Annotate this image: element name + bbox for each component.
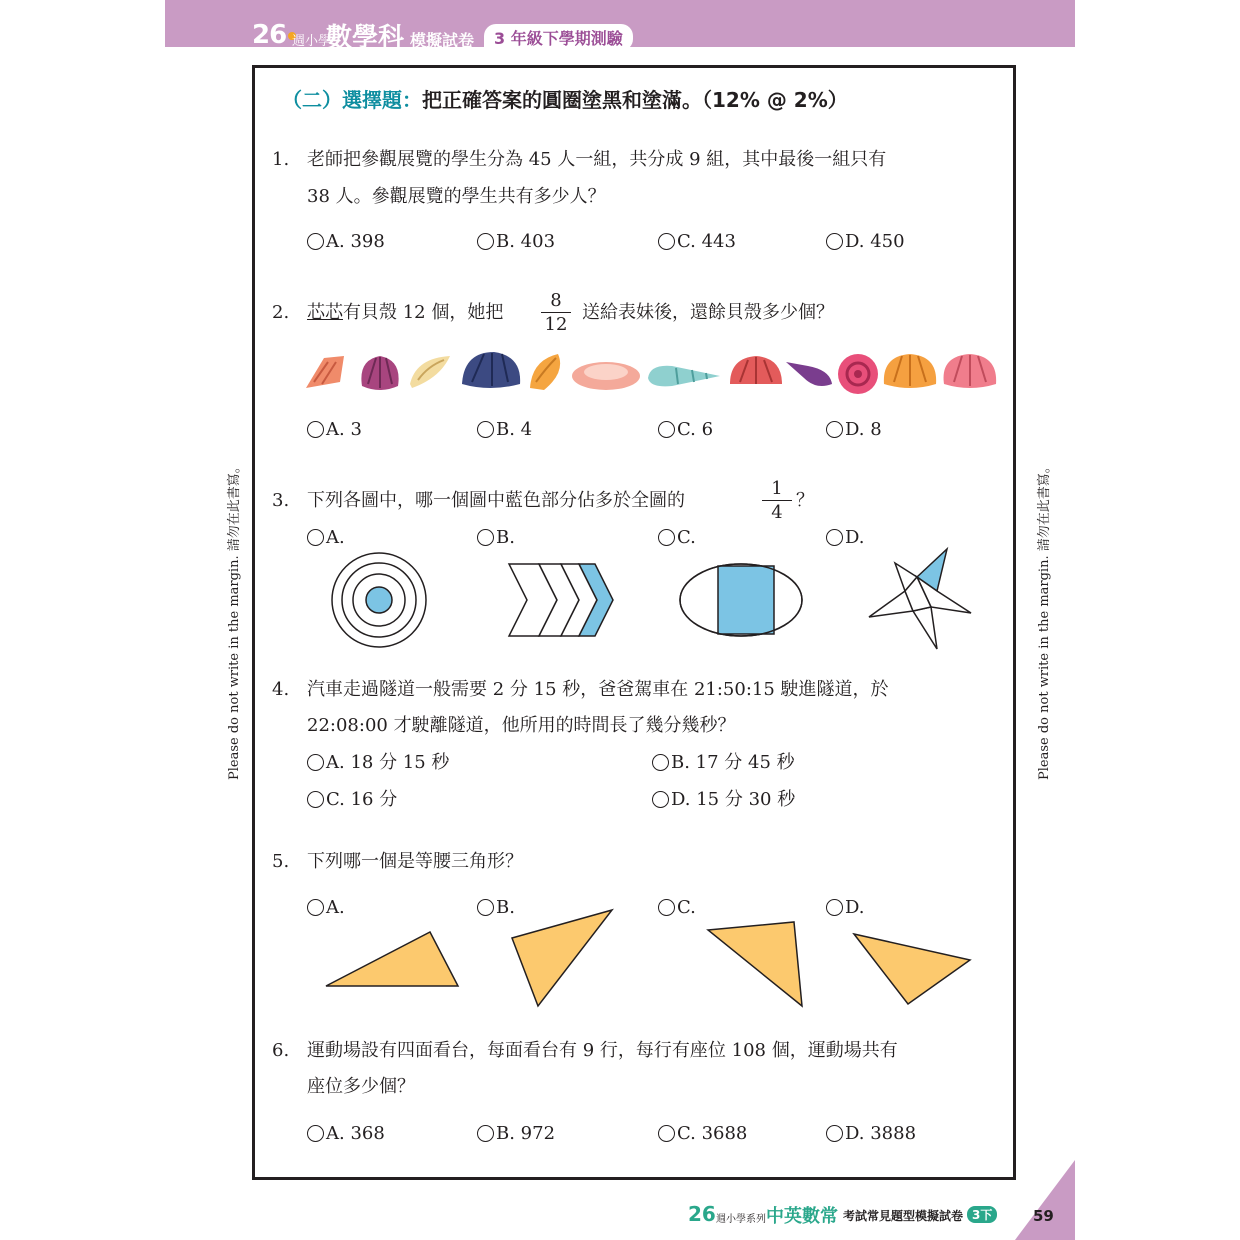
- answer-circle-icon: [477, 899, 494, 916]
- q6-option-c[interactable]: C. 3688: [658, 1124, 747, 1144]
- q6-number: 6.: [272, 1040, 290, 1061]
- q1-option-d[interactable]: D. 450: [826, 232, 905, 252]
- answer-circle-icon: [652, 791, 669, 808]
- q6-option-a[interactable]: A. 368: [307, 1124, 385, 1144]
- q1-option-b[interactable]: B. 403: [477, 232, 555, 252]
- answer-circle-icon: [477, 421, 494, 438]
- q5-triangle-c: [706, 920, 806, 1010]
- q2-number: 2.: [272, 302, 290, 323]
- shells-illustration: [300, 348, 1000, 396]
- q3-shape-d-star: [865, 545, 975, 653]
- q4-option-d[interactable]: D. 15 分 30 秒: [652, 790, 795, 810]
- q3-option-a[interactable]: A.: [307, 528, 345, 548]
- purple-scallop-icon: [361, 356, 398, 390]
- answer-circle-icon: [307, 529, 324, 546]
- q5-triangle-a: [324, 928, 464, 990]
- footer-subtitle: 考試常見題型模擬試卷: [843, 1209, 964, 1223]
- answer-circle-icon: [477, 1125, 494, 1142]
- pink-snail-shell-icon: [838, 354, 878, 394]
- answer-circle-icon: [658, 421, 675, 438]
- footer-corner-decoration: [1015, 1160, 1075, 1240]
- q6-option-b[interactable]: B. 972: [477, 1124, 555, 1144]
- q1-option-c[interactable]: C. 443: [658, 232, 736, 252]
- q2-text: 芯芯有貝殼 12 個，她把: [307, 302, 504, 323]
- q2-option-d[interactable]: D. 8: [826, 420, 882, 440]
- answer-circle-icon: [307, 754, 324, 771]
- q1-text-line1: 老師把參觀展覽的學生分為 45 人一組，共分成 9 組，其中最後一組只有: [307, 149, 887, 170]
- q2-fraction-denominator: 12: [544, 314, 568, 335]
- q4-text-line2: 22:08:00 才駛離隧道，他所用的時間長了幾分幾秒？: [307, 715, 736, 736]
- orange-spiral-shell-icon: [530, 354, 560, 390]
- q2-text-end: 送給表妹後，還餘貝殼多少個？: [582, 302, 834, 323]
- q3-shape-a-concentric-circles: [330, 552, 430, 650]
- q4-text-line1: 汽車走過隧道一般需要 2 分 15 秒，爸爸駕車在 21:50:15 駛進隧道，於: [307, 679, 889, 700]
- q2-option-b[interactable]: B. 4: [477, 420, 532, 440]
- q5-number: 5.: [272, 851, 290, 872]
- answer-circle-icon: [826, 233, 843, 250]
- header-mock-paper: 模擬試卷: [410, 31, 475, 50]
- answer-circle-icon: [307, 233, 324, 250]
- pink-scallop-icon: [944, 354, 997, 388]
- q3-text-end: ？: [796, 490, 814, 511]
- margin-note-right: Please do not write in the margin. 請勿在此書寫。: [1037, 460, 1052, 780]
- q3-fraction-denominator: 4: [771, 502, 783, 523]
- section-label: （二）選擇題：: [282, 88, 422, 112]
- answer-circle-icon: [658, 529, 675, 546]
- answer-circle-icon: [307, 791, 324, 808]
- answer-circle-icon: [652, 754, 669, 771]
- q1-number: 1.: [272, 149, 290, 170]
- conch-shell-icon: [306, 356, 344, 388]
- footer-title: 中英數常: [766, 1206, 838, 1227]
- q2-option-c[interactable]: C. 6: [658, 420, 713, 440]
- answer-circle-icon: [477, 529, 494, 546]
- q3-shape-b-chevrons: [507, 562, 617, 640]
- q6-option-d[interactable]: D. 3888: [826, 1124, 916, 1144]
- red-urchin-shell-icon: [730, 356, 782, 384]
- q3-option-b[interactable]: B.: [477, 528, 515, 548]
- q5-triangle-d: [850, 930, 976, 1010]
- answer-circle-icon: [826, 421, 843, 438]
- q3-fraction: [762, 478, 792, 523]
- answer-circle-icon: [477, 233, 494, 250]
- footer-logo: 26: [688, 1202, 716, 1226]
- teal-auger-shell-icon: [648, 366, 720, 387]
- q1-option-a[interactable]: A. 398: [307, 232, 385, 252]
- section-instruction: 把正確答案的圓圈塗黑和塗滿。（12% @ 2%）: [422, 88, 848, 112]
- q2-fraction: [541, 290, 571, 335]
- header-school: 週小學: [292, 34, 332, 49]
- page-number: 59: [1033, 1207, 1054, 1225]
- q2-fraction-numerator: 8: [550, 290, 562, 311]
- header-logo: 26: [252, 20, 296, 50]
- q4-option-a[interactable]: A. 18 分 15 秒: [307, 753, 449, 773]
- cream-cone-shell-icon: [410, 356, 450, 388]
- purple-whelk-icon: [786, 362, 832, 386]
- navy-scallop-icon: [462, 352, 520, 388]
- answer-circle-icon: [658, 899, 675, 916]
- q5-option-a[interactable]: A.: [307, 898, 345, 918]
- footer-grade-badge: 3下: [967, 1206, 997, 1223]
- q2-name: 芯芯: [307, 302, 343, 323]
- answer-circle-icon: [826, 899, 843, 916]
- answer-circle-icon: [826, 529, 843, 546]
- answer-circle-icon: [307, 1125, 324, 1142]
- q3-text: 下列各圖中，哪一個圖中藍色部分佔多於全圖的: [307, 490, 685, 511]
- q6-text-line2: 座位多少個？: [307, 1076, 415, 1097]
- q5-option-b[interactable]: B.: [477, 898, 515, 918]
- header-grade-badge: 3 年級下學期測驗: [484, 24, 633, 51]
- q5-triangle-b: [508, 906, 618, 1010]
- section-title: [282, 84, 848, 113]
- q4-option-b[interactable]: B. 17 分 45 秒: [652, 753, 795, 773]
- pink-flat-shell-icon: [572, 362, 640, 390]
- answer-circle-icon: [826, 1125, 843, 1142]
- answer-circle-icon: [307, 421, 324, 438]
- margin-note-left: Please do not write in the margin. 請勿在此書寫。: [227, 460, 242, 780]
- q3-number: 3.: [272, 490, 290, 511]
- answer-circle-icon: [658, 1125, 675, 1142]
- footer-series: 週小學系列: [716, 1214, 766, 1225]
- header-subject: 數學科: [326, 23, 405, 53]
- orange-scallop-icon: [884, 354, 936, 388]
- answer-circle-icon: [658, 233, 675, 250]
- q2-option-a[interactable]: A. 3: [307, 420, 362, 440]
- q1-text-line2: 38 人。參觀展覽的學生共有多少人？: [307, 186, 606, 207]
- q4-number: 4.: [272, 679, 290, 700]
- q3-option-c[interactable]: C.: [658, 528, 696, 548]
- q4-option-c[interactable]: C. 16 分: [307, 790, 397, 810]
- q5-option-d[interactable]: D.: [826, 898, 865, 918]
- q6-text-line1: 運動場設有四面看台，每面看台有 9 行，每行有座位 108 個，運動場共有: [307, 1040, 898, 1061]
- q5-option-c[interactable]: C.: [658, 898, 696, 918]
- q3-fraction-numerator: 1: [771, 478, 783, 499]
- q3-option-d[interactable]: D.: [826, 528, 865, 548]
- answer-circle-icon: [307, 899, 324, 916]
- q5-text: 下列哪一個是等腰三角形？: [307, 851, 523, 872]
- q3-shape-c-ellipse: [678, 562, 804, 640]
